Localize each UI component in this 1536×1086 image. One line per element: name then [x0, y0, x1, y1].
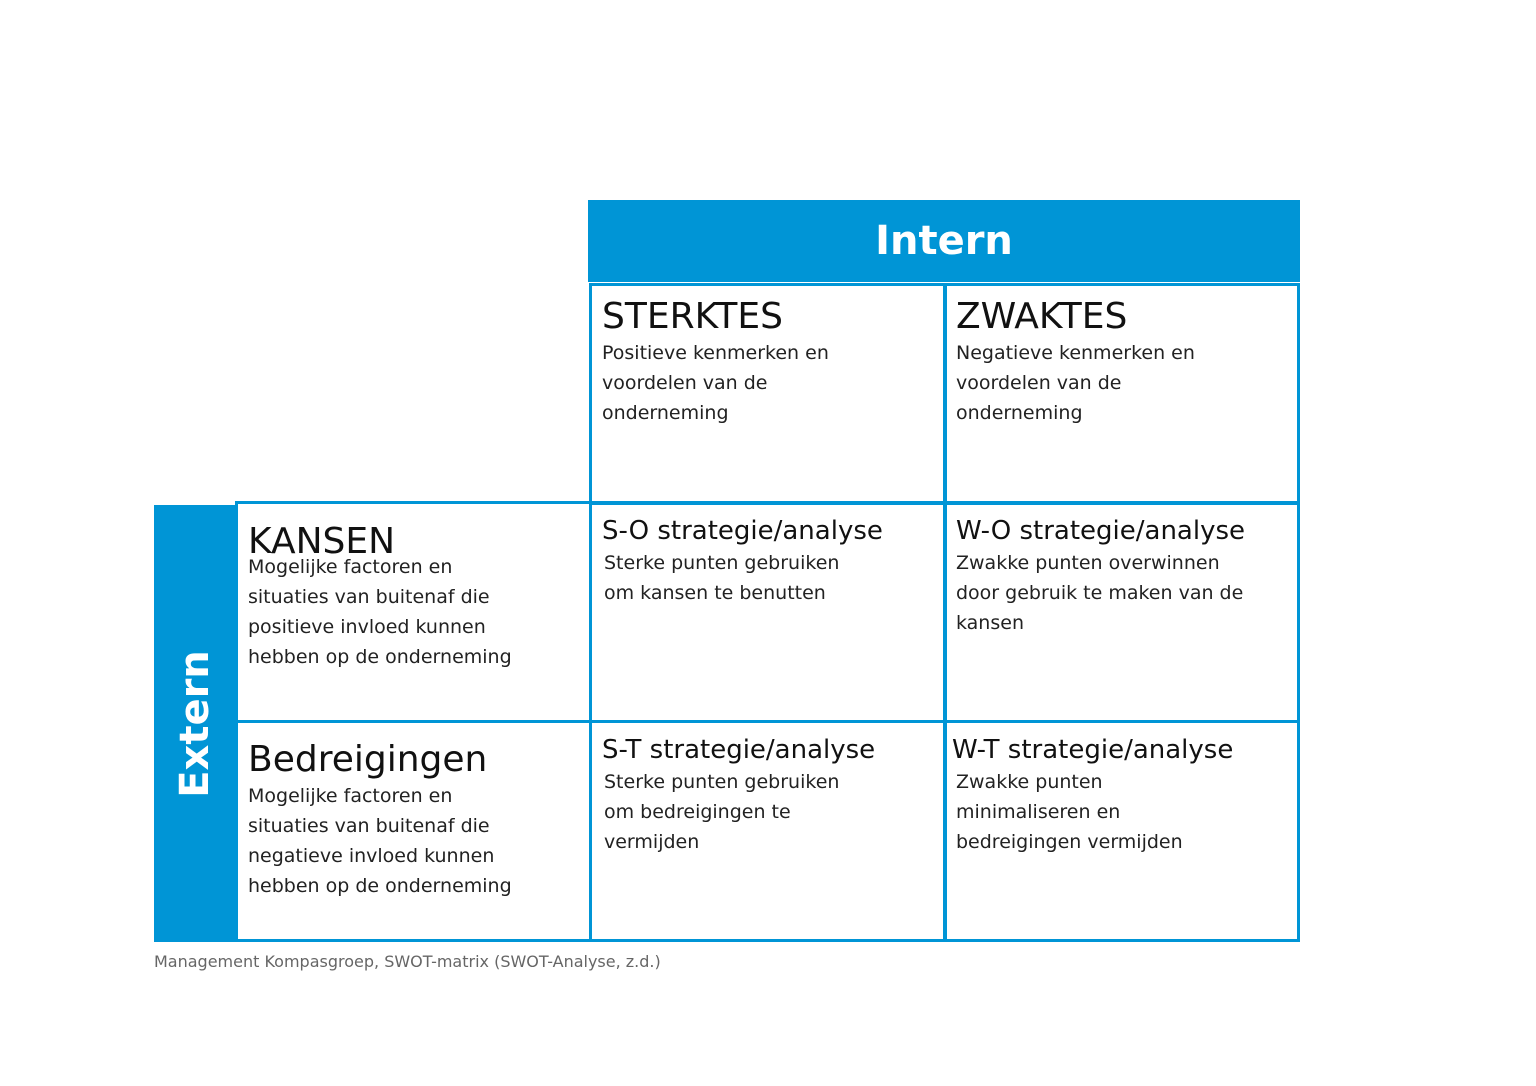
cell-title: W-O strategie/analyse: [956, 516, 1246, 546]
extern-header: [154, 505, 235, 942]
cell-desc: Sterke punten gebruiken om bedreigingen te vermijden: [604, 771, 840, 853]
cell-title: Bedreigingen: [248, 739, 488, 780]
cell-title: S-O strategie/analyse: [602, 516, 883, 546]
intern-header: [588, 200, 1300, 282]
cell-title: KANSEN: [248, 521, 396, 562]
cell-bedreigingen: [235, 720, 592, 942]
cell-kansen: [235, 501, 592, 723]
cell-desc: Mogelijke factoren en situaties van buitenaf die negatieve invloed kunnen hebben op de onderneming: [248, 785, 512, 897]
cell-wt-strategy: [943, 720, 1300, 942]
cell-wo-strategy: [943, 501, 1300, 723]
cell-st-strategy: [589, 720, 947, 942]
cell-desc: Sterke punten gebruiken om kansen te benutten: [604, 552, 840, 604]
cell-desc: Mogelijke factoren en situaties van buitenaf die positieve invloed kunnen hebben op de onderneming: [248, 556, 512, 668]
cell-title: ZWAKTES: [956, 296, 1128, 337]
cell-desc: Positieve kenmerken en voordelen van de onderneming: [602, 342, 829, 424]
extern-label: Extern: [171, 649, 218, 798]
cell-title: W-T strategie/analyse: [952, 735, 1234, 765]
cell-zwaktes: [943, 283, 1300, 505]
cell-title: STERKTES: [602, 296, 784, 337]
cell-sterktes: [589, 283, 947, 505]
cell-so-strategy: [589, 501, 947, 723]
intern-label: Intern: [875, 218, 1013, 264]
source-caption: Management Kompasgroep, SWOT-matrix (SWOT-Analyse, z.d.): [154, 952, 661, 971]
cell-desc: Zwakke punten overwinnen door gebruik te maken van de kansen: [956, 552, 1244, 634]
cell-desc: Negatieve kenmerken en voordelen van de onderneming: [956, 342, 1195, 424]
cell-title: S-T strategie/analyse: [602, 735, 876, 765]
cell-desc: Zwakke punten minimaliseren en bedreigingen vermijden: [956, 771, 1183, 853]
